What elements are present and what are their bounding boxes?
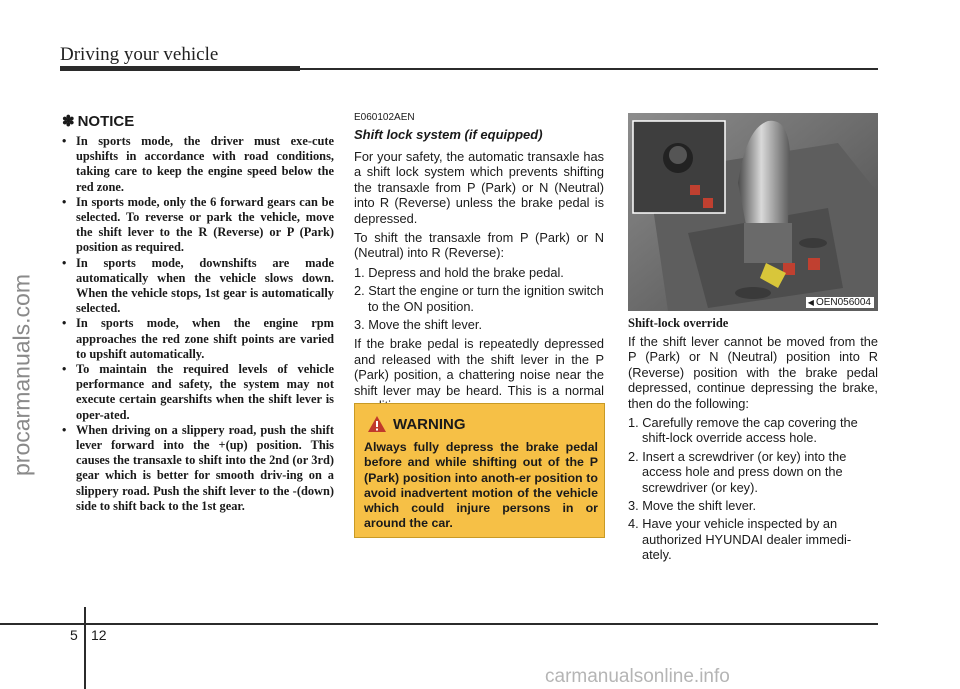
notice-section bbox=[62, 112, 334, 514]
bullet-icon: • bbox=[62, 316, 67, 331]
list-item: 1. Depress and hold the brake pedal. bbox=[354, 264, 564, 280]
note-paragraph: If the brake pedal is repeatedly depressed and released with the shift lever in the P (Park) position, a chattering noise near the shift lever may be heard. This is a normal bbox=[354, 336, 604, 398]
warning-box bbox=[354, 403, 605, 538]
list-item: • In sports mode, only the 6 forward gears can be selected. To reverse or park the vehicle, move the shift lever to the R (Reverse) or P (Park) position as required. bbox=[62, 194, 334, 255]
caption-marker-icon: ◀ bbox=[807, 298, 814, 307]
header-rule-thick bbox=[60, 66, 300, 71]
override-steps bbox=[628, 415, 878, 563]
shift-lock-section bbox=[354, 112, 604, 418]
notice-list bbox=[62, 134, 334, 514]
shift-lever-photo bbox=[628, 113, 878, 311]
list-item: 4. Have your vehicle inspected by an authorized HYUNDAI dealer immedi-ately. bbox=[628, 516, 852, 563]
notice-title bbox=[62, 112, 334, 130]
override-intro: If the shift lever cannot be moved from the P (Park) or N (Neutral) position into R (Reverse) position with the brake pedal depressed, continue depressing the brake, then do the following: bbox=[628, 334, 878, 411]
photo-caption-text: OEN056004 bbox=[815, 297, 871, 308]
list-item: 3. Move the shift lever. bbox=[354, 317, 483, 333]
list-item: • To maintain the required levels of vehicle performance and safety, the system may not execute certain gearshifts when the shift lever is oper-ated. bbox=[62, 362, 334, 422]
bullet-icon: • bbox=[62, 134, 67, 148]
page-number: 12 bbox=[91, 627, 107, 643]
footer-rule bbox=[0, 623, 878, 625]
header-title: Driving your vehicle bbox=[60, 44, 219, 65]
side-watermark-text: procarmanuals.com bbox=[8, 274, 35, 476]
notice-star-icon: ✽ bbox=[62, 113, 75, 130]
list-item: • In sports mode, the driver must exe-cute upshifts in accordance with road conditions, taking care to keep the engine speed below the red zone. bbox=[62, 134, 334, 194]
override-section bbox=[628, 316, 878, 567]
header-rule-thin bbox=[300, 68, 878, 70]
list-item: • In sports mode, downshifts are made automatically when the vehicle slows down. When the vehicle stops, 1st gear is automatically selected. bbox=[62, 255, 334, 316]
list-item: 3. Move the shift lever. bbox=[628, 498, 757, 514]
warning-header bbox=[367, 415, 466, 433]
section-heading: Shift lock system (if equipped) bbox=[354, 127, 543, 142]
bullet-icon: • bbox=[62, 362, 67, 377]
list-item: 1. Carefully remove the cap covering the shift-lock override access hole. bbox=[628, 415, 858, 446]
bullet-icon: • bbox=[62, 422, 67, 437]
shift-lever-illustration bbox=[628, 113, 878, 311]
bullet-icon: • bbox=[62, 194, 67, 209]
procedure-steps bbox=[354, 265, 604, 333]
photo-caption bbox=[806, 297, 874, 308]
notice-title-text: NOTICE bbox=[77, 113, 135, 130]
procedure-intro: To shift the transaxle from P (Park) or N (Neutral) into R (Reverse): bbox=[354, 230, 604, 261]
side-watermark bbox=[2, 165, 42, 585]
list-item: • In sports mode, when the engine rpm approaches the red zone shift points are varied to upshift automatically. bbox=[62, 316, 334, 361]
warning-title: WARNING bbox=[393, 415, 466, 433]
bullet-icon: • bbox=[62, 255, 67, 270]
bottom-watermark: carmanualsonline.info bbox=[545, 666, 730, 687]
override-title: Shift-lock override bbox=[628, 316, 729, 330]
section-code: E060102AEN bbox=[354, 112, 415, 123]
warning-triangle-icon bbox=[367, 415, 387, 433]
list-item: • When driving on a slippery road, push the shift lever forward into the +(up) position. This causes the transaxle to shift into the 2nd (or 3rd) gear which is better for smooth driv-ing on a slippery road. Push the shift lever to the -(down) side to shift back to the 1st gear. bbox=[62, 422, 334, 513]
intro-paragraph: For your safety, the automatic transaxle has a shift lock system which prevents shifting the transaxle from P (Park) or N (Neutral) into R (Reverse) unless the brake pedal is depressed. bbox=[354, 149, 604, 226]
footer-divider bbox=[84, 607, 86, 689]
warning-text: Always fully depress the brake pedal before and while shifting out of the P (Park) position into anoth-er position to avoid inadvertent motion of the vehicle which could injure persons in or around the car. bbox=[364, 440, 598, 531]
list-item: 2. Start the engine or turn the ignition switch to the ON position. bbox=[354, 283, 604, 314]
chapter-number: 5 bbox=[70, 627, 78, 643]
list-item: 2. Insert a screwdriver (or key) into the access hole and press down on the screwdriver (or key). bbox=[628, 448, 847, 495]
